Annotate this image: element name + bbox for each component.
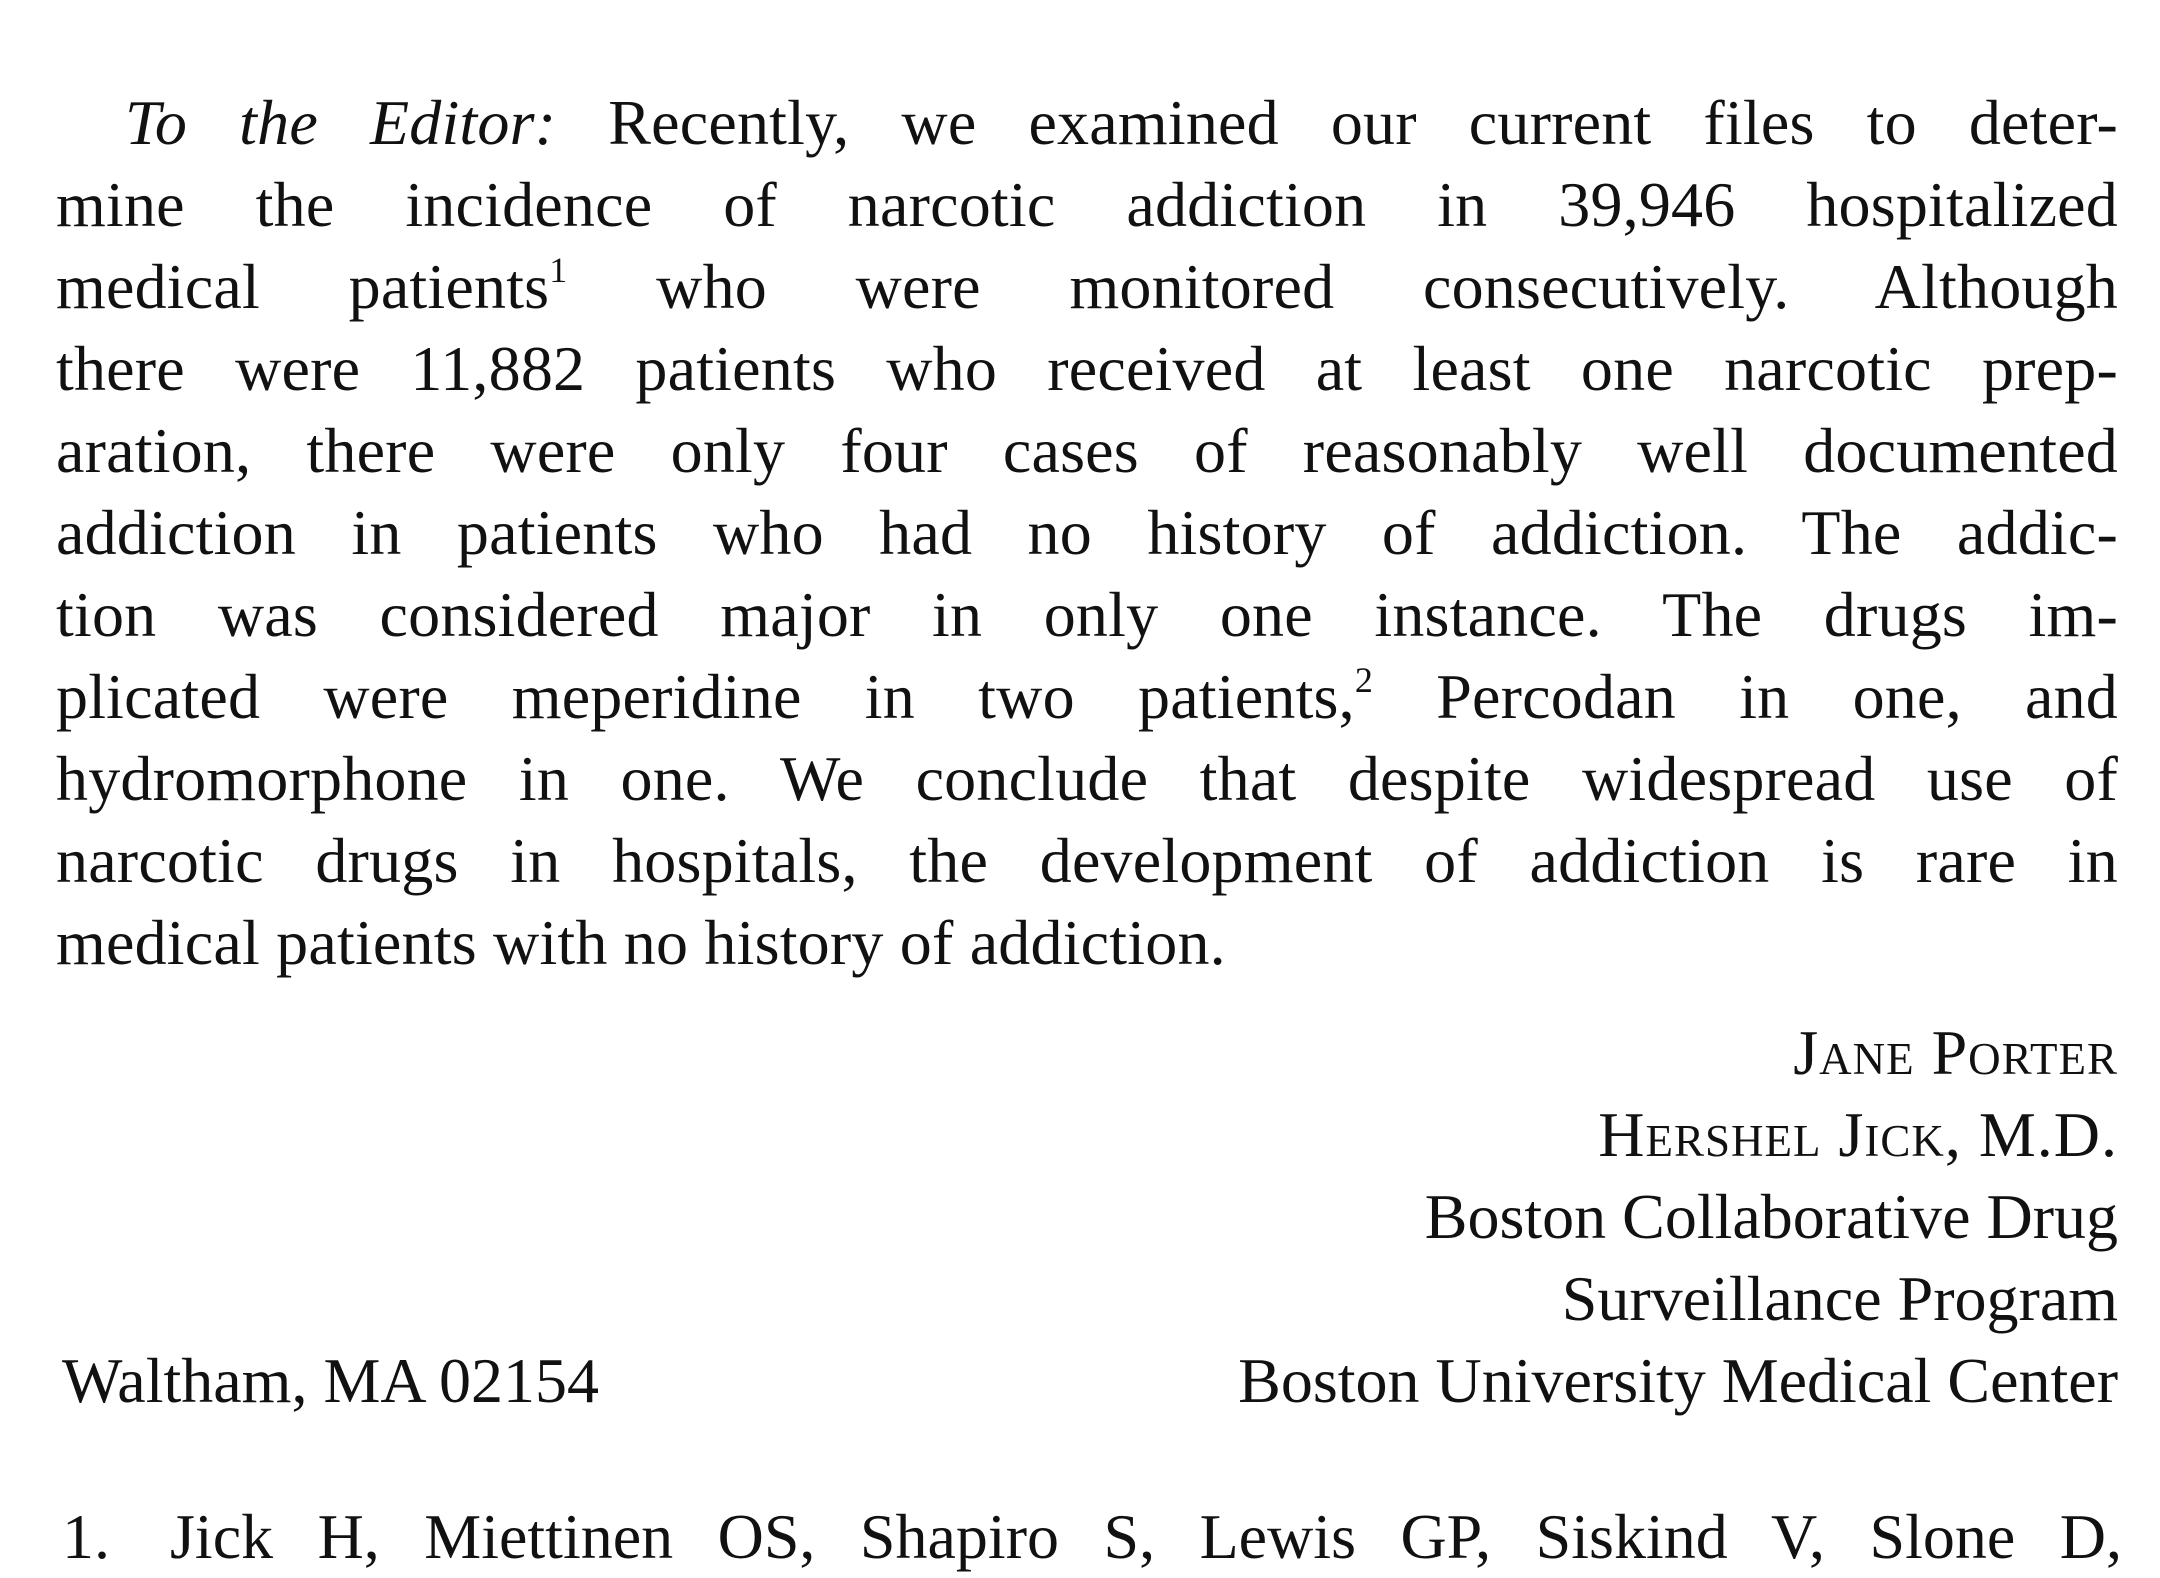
reference-1 xyxy=(62,1496,2122,1578)
address: Waltham, MA 02154 xyxy=(62,1345,600,1416)
reference-number: 1. xyxy=(62,1501,110,1572)
body-line-4: there were 11,882 patients who received at least one narcotic prep- xyxy=(56,333,2118,404)
affiliation-line-3: Boston University Medical Center xyxy=(1238,1345,2118,1416)
author-name-1: Jane Porter xyxy=(1793,1017,2118,1088)
body-line-5: aration, there were only four cases of reasonably well documented xyxy=(56,415,2118,486)
body-line-11: medical patients with no history of addiction. xyxy=(56,907,1226,978)
affiliation-line-1: Boston Collaborative Drug xyxy=(1424,1181,2118,1252)
body-text: Percodan in one, and xyxy=(1373,661,2119,732)
body-text: who were monitored consecutively. Although xyxy=(567,251,2118,322)
body-text: medical patients xyxy=(56,251,550,322)
body-line-9: hydromorphone in one. We conclude that despite widespread use of xyxy=(56,743,2118,814)
body-line-3 xyxy=(56,246,2118,328)
body-line-8 xyxy=(56,656,2118,738)
body-line-6: addiction in patients who had no history of addiction. The addic- xyxy=(56,497,2118,568)
body-line-2: mine the incidence of narcotic addiction in 39,946 hospitalized xyxy=(56,169,2118,240)
reference-text: Jick H, Miettinen OS, Shapiro S, Lewis GP, Siskind V, Slone D, xyxy=(170,1501,2122,1572)
affiliation-line-2: Surveillance Program xyxy=(1561,1263,2118,1334)
body-line-1 xyxy=(125,82,2118,164)
body-text: Recently, we examined our current files to deter- xyxy=(556,87,2118,158)
author-name-2: Hershel Jick, M.D. xyxy=(1598,1099,2118,1170)
footnote-mark-1[interactable]: 1 xyxy=(549,250,568,290)
salutation: To the Editor: xyxy=(125,87,557,158)
body-line-7: tion was considered major in only one instance. The drugs im- xyxy=(56,579,2118,650)
footnote-mark-2[interactable]: 2 xyxy=(1354,660,1374,700)
body-line-10: narcotic drugs in hospitals, the development of addiction is rare in xyxy=(56,825,2118,896)
body-text: plicated were meperidine in two patients, xyxy=(56,661,1355,732)
